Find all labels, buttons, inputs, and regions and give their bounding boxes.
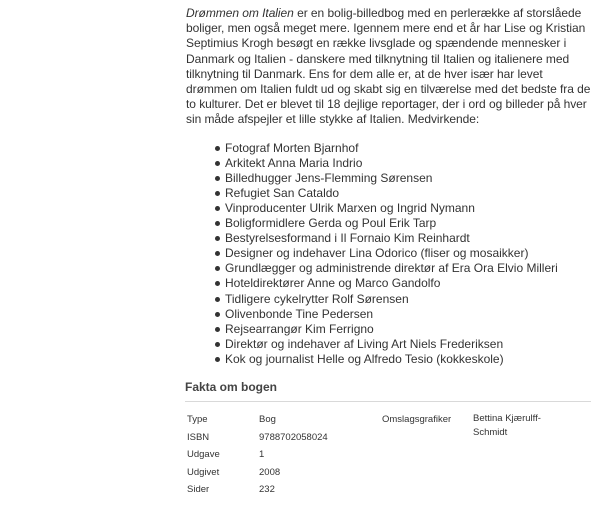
list-item: Boligformidlere Gerda og Poul Erik Tarp <box>225 216 591 231</box>
list-item: Vinproducenter Ulrik Marxen og Ingrid Nymann <box>225 201 591 216</box>
fact-label-pages: Sider <box>187 484 210 496</box>
list-item: Refugiet San Cataldo <box>225 186 591 201</box>
list-item: Bestyrelsesformand i Il Fornaio Kim Reinhardt <box>225 231 591 246</box>
fact-label-published: Udgivet <box>187 466 220 478</box>
fact-label-edition: Udgave <box>187 449 220 461</box>
intro-text: er en bolig-billedbog med en perlerække af storslåede boliger, men også meget mere. Igennem mere end et år har Lise og Kristian Septimius Krogh besøgt en række livsglade og spændende mennesker i Danmark og Italien - danskere med tilknytning til Italien og italienere med tilknytning til Danmark. Ens for dem alle er, at de hver især har levet drømmen om Italien fuldt ud og skabt sig en tilværelse med det bedste fra de to kulturer. Det er blevet til 18 dejlige reportager, der i ord og billeder på hver sin måde afspejler et lille stykke af Italien. Medvirkende: <box>186 6 591 127</box>
fact-value-published: 2008 <box>259 466 281 478</box>
list-item: Tidligere cykelrytter Rolf Sørensen <box>225 292 591 307</box>
fact-value-pages: 232 <box>259 484 275 496</box>
list-item: Arkitekt Anna Maria Indrio <box>225 156 591 171</box>
list-item: Direktør og indehaver af Living Art Niels Frederiksen <box>225 337 591 352</box>
fact-value-cover-designer: Bettina Kjærulff-Schmidt <box>473 413 541 439</box>
list-item: Hoteldirektører Anne og Marco Gandolfo <box>225 276 591 291</box>
fact-value-type: Bog <box>259 414 276 426</box>
list-item: Rejsearrangør Kim Ferrigno <box>225 322 591 337</box>
book-title: Drømmen om Italien <box>186 6 294 20</box>
fact-label-cover-designer: Omslagsgrafiker <box>382 414 452 426</box>
list-item: Billedhugger Jens-Flemming Sørensen <box>225 171 591 186</box>
facts-labels <box>187 411 220 499</box>
intro-paragraph <box>186 6 591 128</box>
facts-values <box>259 411 328 499</box>
book-description <box>185 6 591 496</box>
facts-heading: Fakta om bogen <box>185 380 591 402</box>
list-item: Fotograf Morten Bjarnhof <box>225 141 591 156</box>
fact-label-isbn: ISBN <box>187 431 210 443</box>
list-item: Olivenbonde Tine Pedersen <box>225 307 591 322</box>
list-item: Grundlægger og administrende direktør af Era Ora Elvio Milleri <box>225 261 591 276</box>
fact-value-edition: 1 <box>259 449 265 461</box>
fact-label-type: Type <box>187 414 208 426</box>
list-item: Designer og indehaver Lina Odorico (fliser og mosaikker) <box>225 246 591 261</box>
list-item: Kok og journalist Helle og Alfredo Tesio (kokkeskole) <box>225 352 591 367</box>
fact-value-isbn: 9788702058024 <box>259 431 328 443</box>
contributors-list <box>186 141 591 367</box>
